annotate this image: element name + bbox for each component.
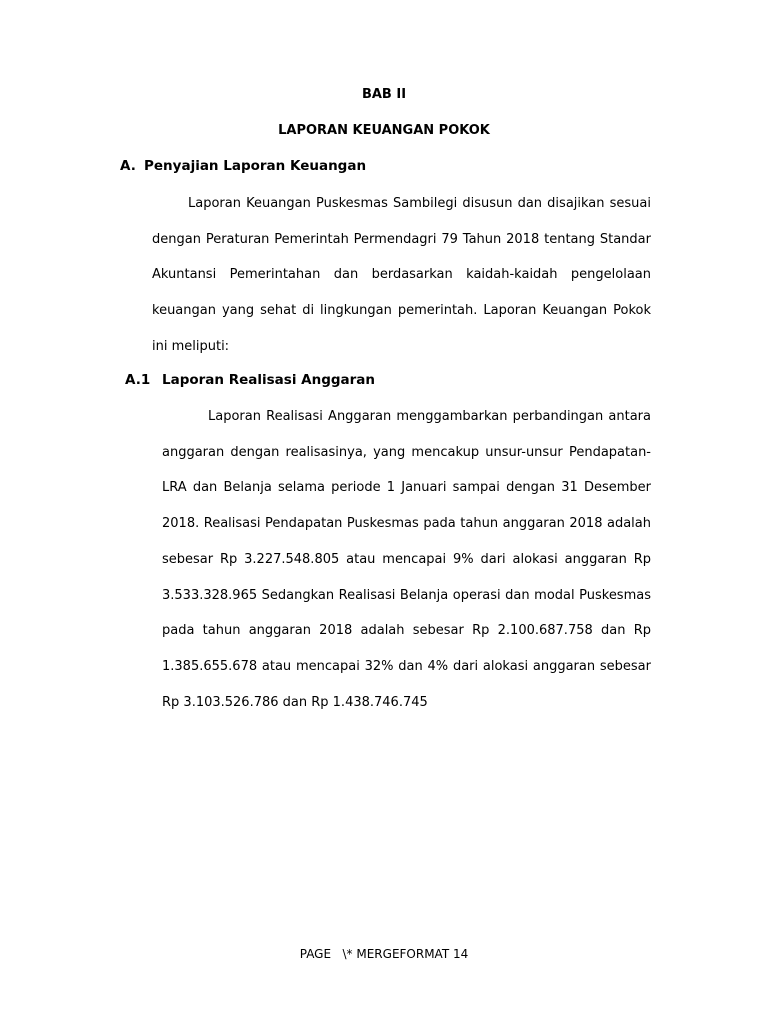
section-a-title: Penyajian Laporan Keuangan — [144, 158, 367, 174]
chapter-title: LAPORAN KEUANGAN POKOK — [278, 123, 490, 138]
section-a1-title: Laporan Realisasi Anggaran — [162, 372, 376, 388]
page-number-field: PAGE \* MERGEFORMAT 14 — [299, 947, 469, 961]
section-a-number: A. — [120, 158, 136, 174]
section-a1-heading — [125, 372, 375, 388]
section-a-paragraph — [152, 186, 651, 365]
section-a-heading — [120, 158, 366, 174]
section-a1-paragraph-text: Laporan Realisasi Anggaran menggambarkan perbandingan antara anggaran dengan realisasinya, yang mencakup unsur-unsur Pendapatan-LRA dan Belanja selama periode 1 Januari sampai dengan 31 Desember 2018. Realisasi Pendapatan Puskesmas pada tahun anggaran 2018 adalah sebesar Rp 3.227.548.805 atau mencapai 9% dari alokasi anggaran Rp 3.533.328.965 Sedangkan Realisasi Belanja operasi dan modal Puskesmas pada tahun anggaran 2018 adalah sebesar Rp 2.100.687.758 dan Rp 1.385.655.678 atau mencapai 32% dan 4% dari alokasi anggaran sebesar Rp 3.103.526.786 dan Rp 1.438.746.745 — [162, 409, 651, 710]
section-a-paragraph-text: Laporan Keuangan Puskesmas Sambilegi disusun dan disajikan sesuai dengan Peraturan Pemerintah Permendagri 79 Tahun 2018 tentang Standar Akuntansi Pemerintahan dan berdasarkan kaidah-kaidah pengelolaan keuangan yang sehat di lingkungan pemerintah. Laporan Keuangan Pokok ini meliputi: — [152, 196, 651, 354]
chapter-number: BAB II — [361, 87, 407, 102]
section-a1-paragraph — [162, 399, 651, 720]
section-a1-number: A.1 — [125, 372, 151, 388]
